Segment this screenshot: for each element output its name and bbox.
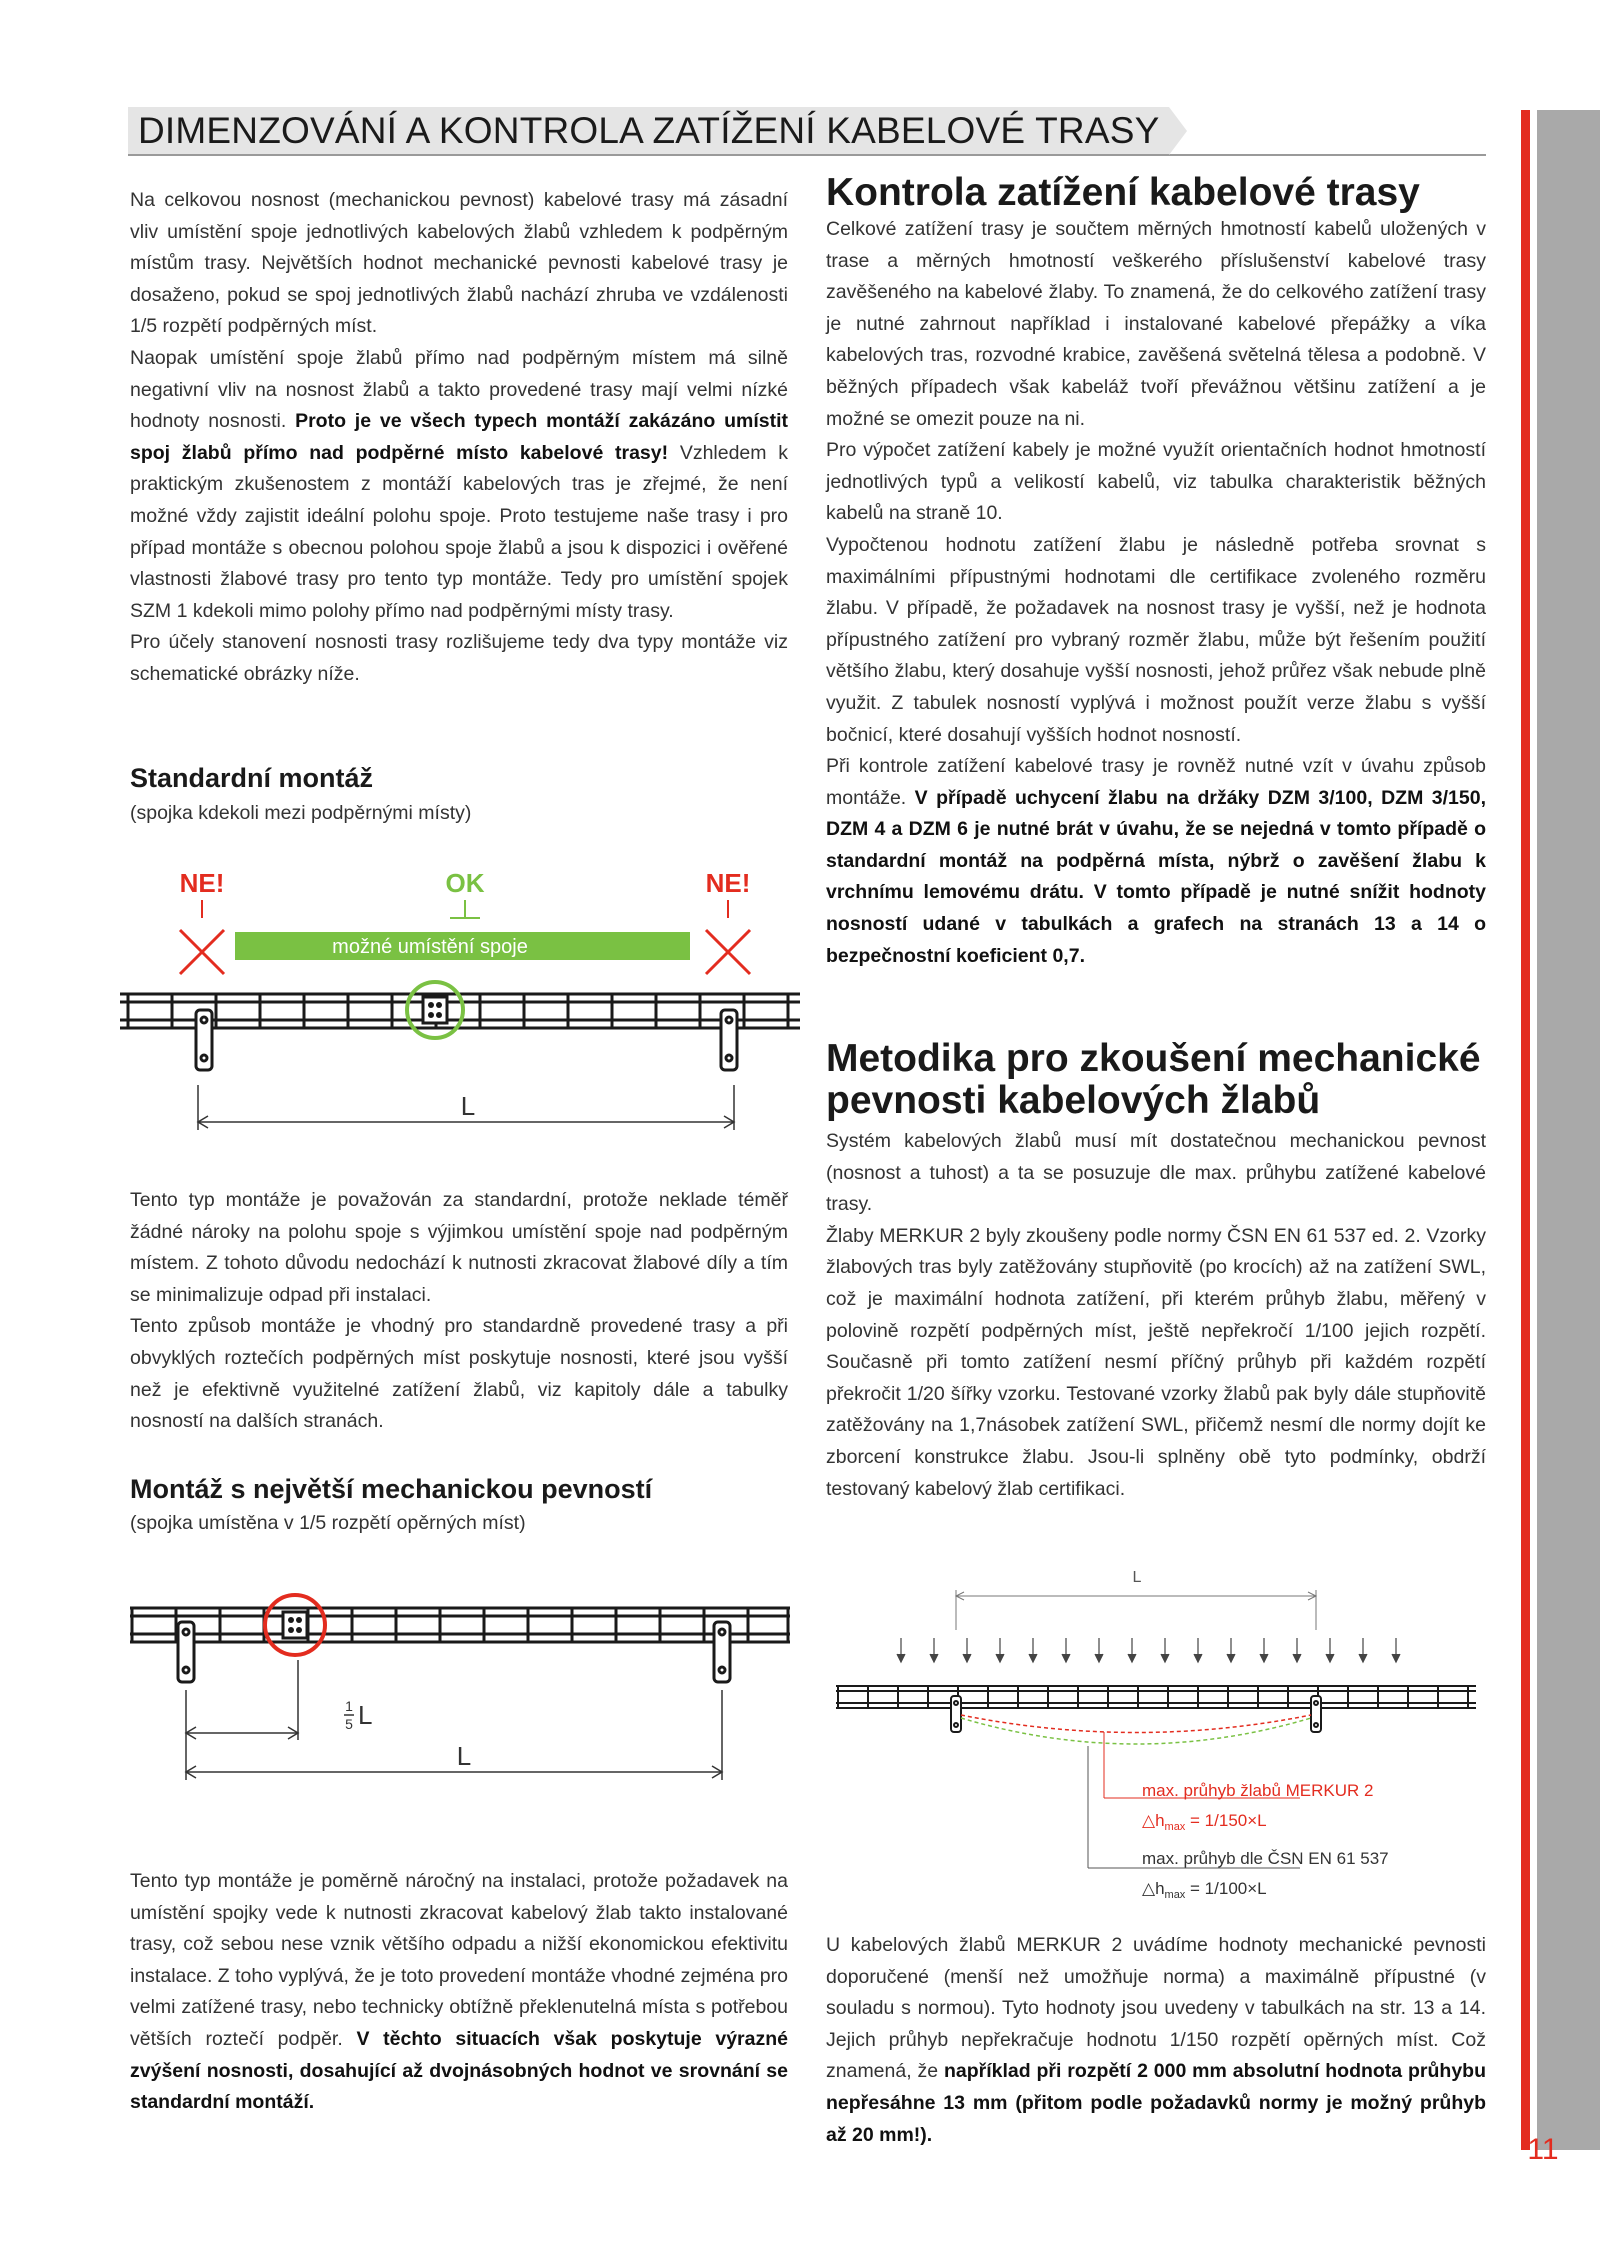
merkur-deflection-label: max. průhyb žlabů MERKUR 2 <box>1142 1781 1374 1800</box>
fifth-den: 5 <box>345 1716 353 1732</box>
joint-ok <box>407 982 463 1038</box>
span-label: L <box>456 1741 472 1771</box>
header-fold <box>1169 107 1187 155</box>
joint-fifth <box>265 1595 325 1655</box>
ok-label: OK <box>445 868 485 898</box>
standard-mount-diagram <box>120 860 800 1170</box>
sidebar-red-bar <box>1521 110 1530 2150</box>
maxstrength-text: Tento typ montáže je poměrně náročný na instalaci, protože požadavek na umístění spojky vede k nutnosti zkracovat kabelový žlab takto instalované trasy, což sebou nese vznik většího odpadu a nižší ekonomickou efektivitu instalace. Z toho vyplývá, že je toto provedení montáže vhodné zejména pro velmi zatížené trasy, nebo technicky obtížně překlenutelná místa s potřebou větších roztečí podpěr. V těchto situacích však poskytuje výrazné zvýšení nosnosti, dosahující až dvojnásobných hodnot ve srovnání se standardní montáží. <box>130 1870 789 2114</box>
intro-paragraph-1: Na celkovou nosnost (mechanickou pevnost) kabelové trasy má zásadní vliv umístění spoje jednotlivých kabelových žlabů vzhledem k podpěrným místům trasy. Největších hodnot mechanické pevnosti kabelové trasy je dosaženo, pokud se spoj jednotlivých žlabů nachází zhruba ve vzdálenosti 1/5 rozpětí podpěrných míst. <box>130 189 788 338</box>
final-text: U kabelových žlabů MERKUR 2 uvádíme hodnoty mechanické pevnosti doporučené (menší než umožňuje norma) a maximálně přípustné (v souladu s normou). Tyto hodnoty jsou uvedeny v tabulkách na str. 13 a 14. Jejich průhyb nepřekračuje hodnotu 1/150 rozpětí opěrných míst. Což znamená, že například při rozpětí 2 000 mm absolutní hodnota průhybu nepřesáhne 13 mm (přitom podle požadavků normy je možný průhyb až 20 mm!). <box>826 1934 1486 2146</box>
allowed-zone-label: možné umístění spoje <box>332 936 528 958</box>
support-right <box>721 1010 737 1070</box>
merkur-deflection-formula: $\triangle h_{max} = 1/150\times L$ <box>1142 1811 1267 1833</box>
load-heading: Kontrola zatížení kabelové trasy <box>826 171 1420 214</box>
fifth-L: L <box>358 1700 373 1730</box>
support-left <box>196 1010 212 1070</box>
header-rule <box>128 154 1486 156</box>
deflection-curve-merkur <box>961 1715 1311 1733</box>
fifth-num: 1 <box>345 1698 353 1714</box>
standard-heading: Standardní montáž <box>130 763 374 793</box>
support-left <box>951 1696 961 1732</box>
intro-paragraph-2: Naopak umístění spoje žlabů přímo nad podpěrným místem má silně negativní vliv na nosnost žlabů a takto provedené trasy mají velmi nízké hodnoty nosnosti. Proto je ve všech typech montáží zakázáno umístit spoj žlabů přímo nad podpěrné místo kabelové trasy! Vzhledem k praktickým zkušenostem z montáží kabelových tras je zřejmé, že není možné vždy zajistit ideální polohu spoje. Proto testujeme naše trasy i pro případ montáže s obecnou polohou spoje žlabů a jsou k dispozici i ověřené vlastnosti žlabové trasy pro tento typ montáže. Tedy pro umístění spojek SZM 1 kdekoli mimo polohy přímo nad podpěrnými místy trasy. <box>130 346 789 622</box>
intro-paragraph-3: Pro účely stanovení nosnosti trasy rozlišujeme tedy dva typy montáže viz schematické obrázky níže. <box>130 631 788 685</box>
maxstrength-heading: Montáž s největší mechanickou pevností <box>130 1474 653 1504</box>
tray-side-view <box>836 1686 1476 1708</box>
method-heading: Metodika pro zkoušení mechanické pevnosti kabelových žlabů <box>826 1037 1481 1122</box>
deflection-curve-norm <box>961 1718 1311 1744</box>
standard-subtitle: (spojka kdekoli mezi podpěrnými místy) <box>130 802 472 824</box>
standard-text: Tento typ montáže je považován za standardní, protože neklade téměř žádné nároky na polohu spoje s výjimkou umístění spoje nad podpěrným místem. Z tohoto důvodu nedochází k nutnosti zkracovat žlabové díly a tím se minimalizuje odpad při instalaci. Tento způsob montáže je vhodný pro standardně provedené trasy a při obvyklých roztečích podpěrných míst poskytuje nosnosti, které jsou vyšší než je efektivně využitelné zatížení žlabů, viz kapitoly dále a tabulky nosností na dalších stranách. <box>130 1189 788 1433</box>
span-label: L <box>460 1091 476 1121</box>
ne-label-right: NE! <box>705 868 751 898</box>
sidebar-grey-bar <box>1537 110 1600 2150</box>
maxstrength-mount-diagram <box>120 1590 800 1800</box>
ne-label-left: NE! <box>179 868 225 898</box>
support-left <box>178 1622 194 1682</box>
support-right <box>1311 1696 1321 1732</box>
norm-deflection-label: max. průhyb dle ČSN EN 61 537 <box>1142 1849 1389 1868</box>
page-number: 11 <box>1527 2133 1559 2166</box>
intro-warning: Proto je ve všech typech montáží zakázáno umístit spoj žlabů přímo nad podpěrné místo kabelové trasy! <box>130 410 789 464</box>
norm-deflection-formula: $\triangle h_{max} = 1/100\times L$ <box>1142 1879 1267 1901</box>
left-intro-text <box>130 185 788 691</box>
section-header: DIMENZOVÁNÍ A KONTROLA ZATÍŽENÍ KABELOVÉ TRASY <box>128 107 1169 155</box>
load-text: Celkové zatížení trasy je součtem měrných hmotností kabelů uložených v trase a měrných hmotností veškerého příslušenství kabelové trasy zavěšeného na kabelové žlaby. To znamená, že do celkového zatížení trasy je nutné zahrnout například i instalované kabelové přepážky a víka kabelových tras, rozvodné krabice, zavěšená světelná tělesa a podobně. V běžných případech však kabeláž tvoří převážnou většinu zatížení a je možné se omezit pouze na ni. Pro výpočet zatížení kabely je možné využít orientačních hodnot hmotností jednotlivých typů a velikostí kabelů, viz tabulka charakteristik běžných kabelů na straně 10. Vypočtenou hodnotu zatížení žlabu je následně potřeba srovnat s maximálními přípustnými hodnotami dle certifikace zvoleného rozměru žlabu. V případě, že požadavek na nosnost trasy je vyšší, než je hodnota přípustného zatížení pro vybraný rozměr žlabu, může být řešením použití většího žlabu, který dosahuje vyšší nosnosti, jehož průřez však nebude plně využit. Z tabulek nosností vyplývá i možnost použít verze žlabu s vyšší bočnicí, které dosahují vyšších hodnot nosností. Při kontrole zatížení kabelové trasy je rovněž nutné vzít v úvahu způsob montáže. V případě uchycení žlabu na držáky DZM 3/100, DZM 3/150, DZM 4 a DZM 6 je nutné brát v úvahu, že se nejedná v tomto případě o standardní montáž na podpěrná místa, nýbrž o zavěšení žlabu k vrchnímu lemovému drátu. V tomto případě je nutné snížit hodnoty nosností udané v tabulkách a grafech na stranách 13 a 14 o bezpečnostní koeficient 0,7. <box>826 218 1486 967</box>
maxstrength-subtitle: (spojka umístěna v 1/5 rozpětí opěrných míst) <box>130 1512 526 1534</box>
load-arrows <box>897 1638 1400 1662</box>
method-text: Systém kabelových žlabů musí mít dostatečnou mechanickou pevnost (nosnost a tuhost) a ta se posuzuje dle max. průhybu zatížené kabelové trasy. Žlaby MERKUR 2 byly zkoušeny podle normy ČSN EN 61 537 ed. 2. Vzorky žlabových tras byly zatěžovány stupňovitě (po krocích) až na zatížení SWL, což je maximální hodnota zatížení, při kterém průhyb žlabu, měřený v polovině rozpětí podpěrných míst, ještě nepřekročí 1/100 jejich rozpětí. Současně při tomto zatížení nesmí příčný průhyb při každém rozpětí překročit 1/20 šířky vzorku. Testované vzorky žlabů pak byly dále stupňovitě zatěžovány na 1,7násobek zatížení SWL, přičemž nesmí dle normy dojít ke zborcení konstrukce žlabu. Jsou-li splněny obě tyto podmínky, obdrží testovaný kabelový žlab certifikaci. <box>826 1130 1486 1500</box>
deflection-diagram <box>826 1560 1486 1905</box>
diagram-span-label: L <box>1132 1569 1142 1586</box>
cable-tray <box>130 1608 790 1642</box>
support-right <box>714 1622 730 1682</box>
